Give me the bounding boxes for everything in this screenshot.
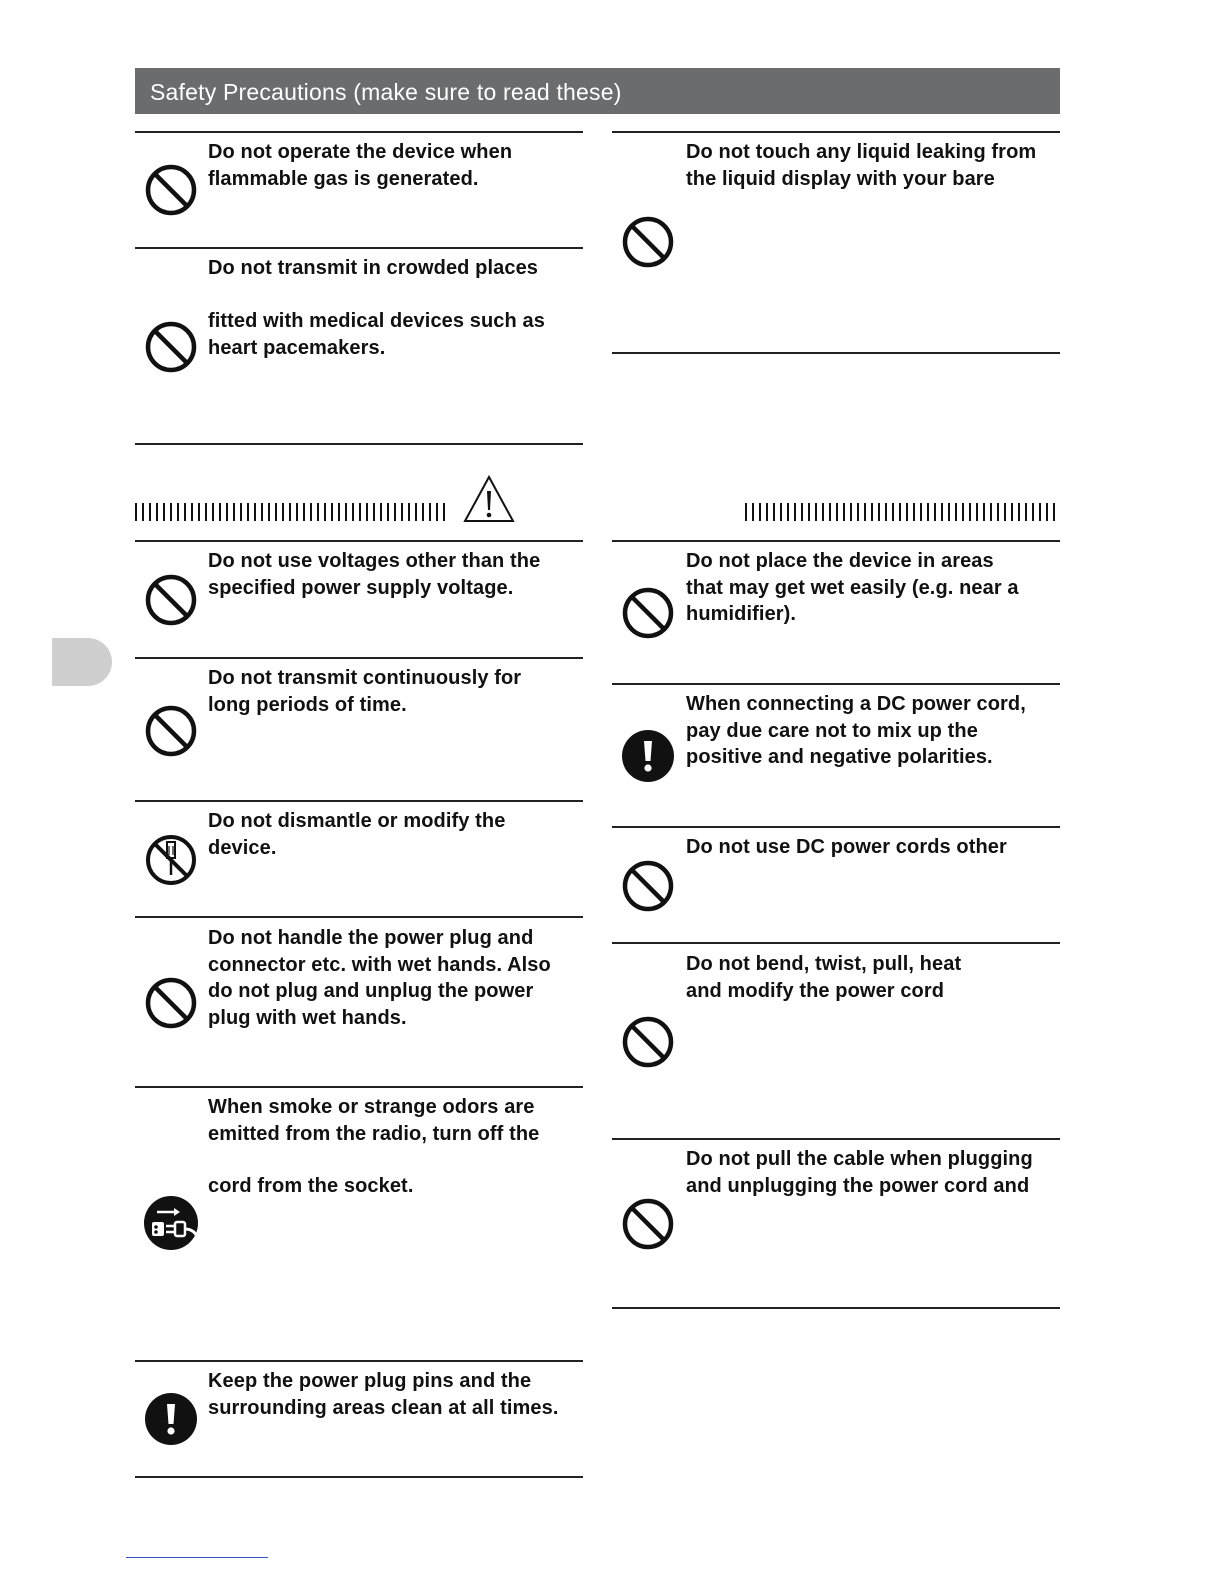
precaution-text: When smoke or strange odors are emitted from the radio, turn off the [208,1096,540,1145]
divider [135,1086,583,1088]
prohibited-icon [621,215,675,269]
precaution-text: fitted with medical devices such as heart pacemakers. [208,310,545,359]
precaution-text: Do not transmit in crowded places [208,257,539,279]
precaution-text: Do not operate the device when flammable gas is generated. [208,141,513,190]
precaution-text: Do not touch any liquid leaking from the liquid display with your bare [686,141,1037,190]
section-title: Safety Precautions (make sure to read these) [150,79,622,105]
precaution-text: cord from the socket. [208,1175,414,1197]
prohibited-icon [621,859,675,913]
chapter-tab [52,638,112,686]
divider [612,826,1060,828]
precaution-text: When connecting a DC power cord, pay due care not to mix up the positive and negative polarities. [686,693,1026,768]
divider [612,1307,1060,1309]
prohibited-icon [144,573,198,627]
precaution-text: Do not handle the power plug and connector etc. with wet hands. Also do not plug and unplug the power plug with wet hands. [208,927,551,1029]
prohibited-icon [144,163,198,217]
divider [135,540,583,542]
caution-tick-rule [745,503,1060,521]
precaution-text: Do not bend, twist, pull, heat and modify the power cord [686,953,962,1002]
divider [135,1360,583,1362]
divider [612,1138,1060,1140]
precaution-text: Do not transmit continuously for long periods of time. [208,667,522,716]
precaution-text: Do not use DC power cords other [686,836,1007,858]
divider [135,1476,583,1478]
caution-tick-rule [135,503,448,521]
divider [612,683,1060,685]
divider [612,352,1060,354]
divider [612,540,1060,542]
divider [612,942,1060,944]
divider [135,657,583,659]
precaution-text: Do not use voltages other than the specified power supply voltage. [208,550,541,599]
mandatory-icon [621,729,675,783]
precaution-text: Do not dismantle or modify the device. [208,810,506,859]
no-disassembly-icon [144,833,198,887]
divider [135,131,583,133]
prohibited-icon [144,320,198,374]
divider [135,916,583,918]
warning-triangle-icon [462,474,516,524]
divider [135,443,583,445]
divider [135,800,583,802]
prohibited-icon [621,1197,675,1251]
section-header [135,68,1060,114]
divider [135,247,583,249]
prohibited-icon [621,586,675,640]
precaution-text: Keep the power plug pins and the surrounding areas clean at all times. [208,1370,559,1419]
footer-link-underline [126,1557,268,1558]
prohibited-icon [144,976,198,1030]
precaution-text: Do not pull the cable when plugging and unplugging the power cord and [686,1148,1033,1197]
precaution-text: Do not place the device in areas that may get wet easily (e.g. near a humidifier). [686,550,1019,625]
mandatory-icon [144,1392,198,1446]
divider [612,131,1060,133]
prohibited-icon [621,1015,675,1069]
prohibited-icon [144,704,198,758]
unplug-icon [144,1196,198,1250]
